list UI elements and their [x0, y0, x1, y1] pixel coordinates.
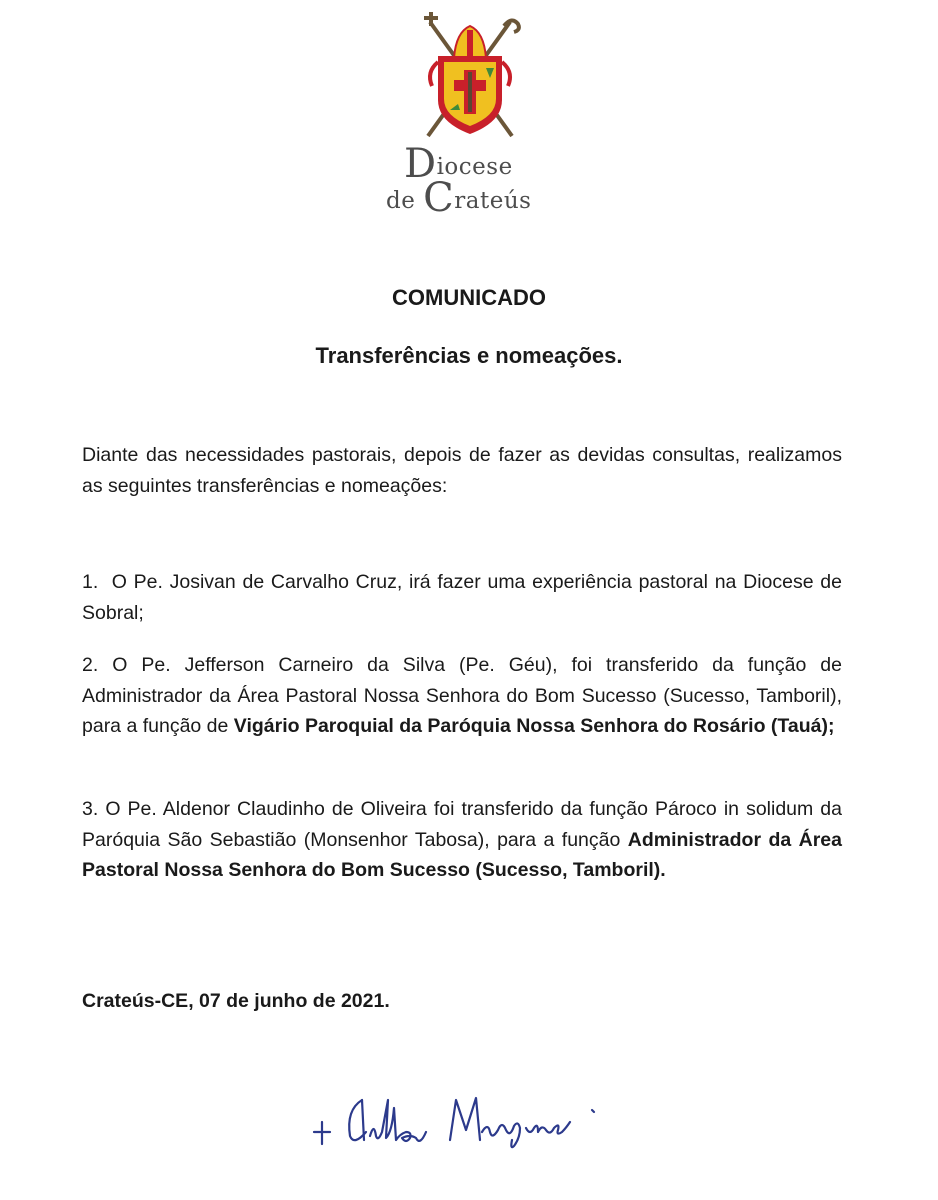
signature	[300, 1070, 630, 1160]
list-item	[82, 567, 842, 628]
document-subtitle: Transferências e nomeações.	[315, 343, 623, 368]
list-item-number: 3.	[82, 798, 99, 820]
list-item-text: O Pe. Josivan de Carvalho Cruz, irá fazer uma experiência pastoral na Diocese de Sobral;	[82, 571, 842, 624]
document-title: COMUNICADO	[392, 285, 546, 310]
diocese-name-line1: Diocese	[404, 141, 513, 187]
list-item-text: O Pe. Aldenor Claudinho de Oliveira foi transferido da função Pároco in solidum da Paróquia São Sebastião (Monsenhor Tabosa), para a função	[82, 798, 842, 851]
list-item-bold-text: Administrador da Área Pastoral Nossa Senhora do Bom Sucesso (Sucesso, Tamboril).	[82, 828, 842, 881]
intro-paragraph: Diante das necessidades pastorais, depois de fazer as devidas consultas, realizamos as seguintes transferências e nomeações:	[82, 444, 842, 497]
list-item	[82, 650, 842, 742]
list-item-number: 2.	[82, 654, 99, 676]
letterhead-logo	[380, 12, 560, 221]
list-item-bold-text: Vigário Paroquial da Paróquia Nossa Senhora do Rosário (Tauá);	[233, 715, 835, 737]
list-item-text: O Pe. Jefferson Carneiro da Silva (Pe. Géu), foi transferido da função de Administrador da Área Pastoral Nossa Senhora do Bom Sucesso (Sucesso, Tamboril), para a função de	[82, 654, 842, 737]
diocesan-coat-of-arms-icon	[416, 12, 524, 140]
place-date: Crateús-CE, 07 de junho de 2021.	[82, 990, 390, 1012]
diocese-name-line2: de Crateús	[386, 175, 532, 221]
list-item-number: 1.	[82, 571, 99, 593]
list-item	[82, 794, 842, 886]
